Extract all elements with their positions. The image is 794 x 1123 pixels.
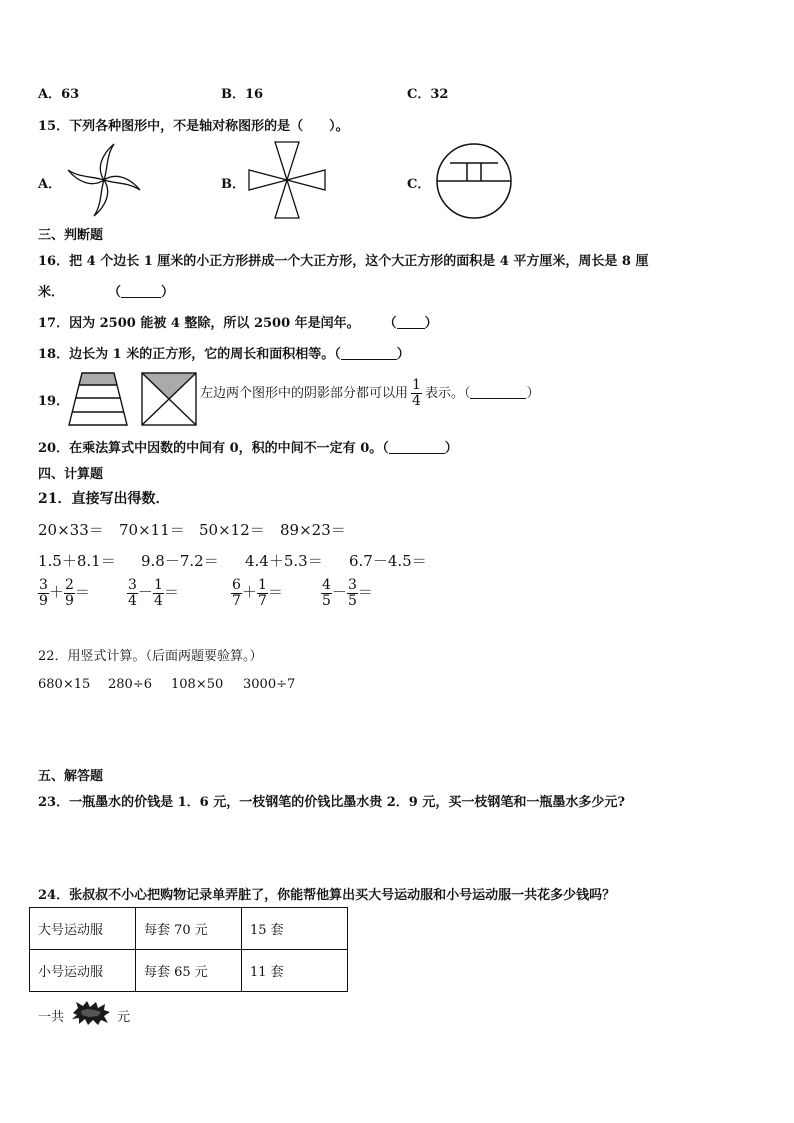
question-15-stem: 15．下列各种图形中，不是轴对称图形的是（ ）。 bbox=[38, 119, 349, 134]
answer-blank[interactable] bbox=[470, 386, 526, 399]
equals: ＝ bbox=[74, 583, 90, 601]
fraction-denominator: 4 bbox=[153, 593, 163, 609]
question-20-text: 20．在乘法算式中因数的中间有 0，积的中间不一定有 0。 bbox=[38, 441, 383, 456]
section-5-heading: 五、解答题 bbox=[38, 769, 104, 784]
option-a-label: A． bbox=[38, 177, 62, 192]
table-row bbox=[30, 908, 348, 950]
question-16-line1: 16．把 4 个边长 1 厘米的小正方形拼成一个大正方形，这个大正方形的面积是 4 平方厘米，周长是 8 厘 bbox=[38, 254, 649, 269]
paren-open: （ bbox=[383, 316, 397, 331]
question-22-stem: 22．用竖式计算。（后面两题要验算。） bbox=[38, 649, 263, 664]
paren-close: ） bbox=[396, 347, 410, 362]
answer-blank[interactable] bbox=[121, 285, 161, 298]
question-18-text: 18．边长为 1 米的正方形，它的周长和面积相等。 bbox=[38, 347, 335, 362]
vertical-calc-item: 280÷6 bbox=[108, 677, 152, 692]
fraction-denominator: 5 bbox=[347, 593, 357, 609]
fraction-denominator: 7 bbox=[257, 593, 267, 609]
fraction-denominator: 4 bbox=[128, 593, 137, 609]
calc-item: 89×23＝ bbox=[280, 521, 346, 539]
option-b-q14: B．16 bbox=[221, 87, 264, 102]
fraction-numerator: 1 bbox=[257, 577, 267, 593]
answer-blank[interactable] bbox=[397, 316, 425, 329]
option-a-q14: A．63 bbox=[38, 87, 80, 102]
fraction-calc-item bbox=[127, 578, 179, 609]
table-cell: 每套 65 元 bbox=[136, 950, 242, 992]
fraction-calc-item bbox=[321, 578, 373, 609]
table-cell: 每套 70 元 bbox=[136, 908, 242, 950]
fraction-denominator: 9 bbox=[64, 593, 74, 609]
operator: － bbox=[331, 583, 347, 601]
table-cell: 11 套 bbox=[242, 950, 348, 992]
equals: ＝ bbox=[163, 583, 179, 601]
table-row bbox=[30, 950, 348, 992]
fraction-calc-item bbox=[231, 578, 283, 609]
calc-item: 70×11＝ bbox=[119, 521, 185, 539]
question-19-text-post: 表示。 bbox=[424, 386, 464, 401]
section-4-heading: 四、计算题 bbox=[38, 467, 104, 482]
fraction-numerator: 1 bbox=[412, 377, 421, 393]
total-line bbox=[38, 1006, 64, 1025]
equals: ＝ bbox=[357, 583, 373, 601]
pinwheel-shape-figure bbox=[64, 140, 144, 220]
question-16-line2 bbox=[38, 281, 174, 300]
calc-item: 4.4＋5.3＝ bbox=[245, 552, 323, 570]
fraction-numerator: 3 bbox=[347, 577, 357, 593]
fraction-denominator: 9 bbox=[39, 593, 48, 609]
operator: － bbox=[137, 583, 153, 601]
ink-stain-icon bbox=[71, 1000, 111, 1026]
total-label: 一共 bbox=[38, 1010, 65, 1025]
calc-item: 20×33＝ bbox=[38, 521, 104, 539]
paren-open: （ bbox=[108, 285, 122, 300]
fraction-calc-item bbox=[38, 578, 90, 609]
table-cell: 15 套 bbox=[242, 908, 348, 950]
trapezoid-stack-figure bbox=[68, 372, 128, 426]
paren-open: （ bbox=[463, 386, 471, 401]
calc-item: 1.5＋8.1＝ bbox=[38, 552, 116, 570]
fraction-numerator: 3 bbox=[39, 577, 48, 593]
vertical-calc-item: 680×15 bbox=[38, 677, 91, 692]
total-unit: 元 bbox=[117, 1010, 131, 1025]
fraction-numerator: 6 bbox=[232, 577, 241, 593]
table-cell: 大号运动服 bbox=[30, 908, 136, 950]
answer-blank[interactable] bbox=[341, 347, 397, 360]
question-17 bbox=[38, 312, 438, 331]
equals: ＝ bbox=[267, 583, 283, 601]
question-19-text-pre: 左边两个图形中的阴影部分都可以用 bbox=[200, 386, 409, 401]
option-c-q14: C．32 bbox=[407, 87, 449, 102]
question-21-stem: 21．直接写出得数． bbox=[38, 491, 170, 507]
paren-open: （ bbox=[382, 441, 389, 456]
vertical-calc-item: 108×50 bbox=[171, 677, 224, 692]
question-24: 24．张叔叔不小心把购物记录单弄脏了，你能帮他算出买大号运动服和小号运动服一共花多少钱吗？ bbox=[38, 888, 616, 903]
paren-close: ） bbox=[526, 386, 540, 401]
answer-blank[interactable] bbox=[389, 441, 445, 454]
paren-open: （ bbox=[334, 347, 341, 362]
fraction-denominator: 5 bbox=[322, 593, 331, 609]
vertical-calc-item: 3000÷7 bbox=[243, 677, 296, 692]
paren-close: ） bbox=[424, 316, 438, 331]
fraction-denominator: 4 bbox=[412, 393, 421, 409]
question-18 bbox=[38, 343, 410, 362]
calc-item: 6.7－4.5＝ bbox=[349, 552, 427, 570]
fraction-numerator: 2 bbox=[64, 577, 74, 593]
question-16-text-end: 米． bbox=[38, 285, 65, 300]
fraction-numerator: 4 bbox=[322, 577, 331, 593]
question-20 bbox=[38, 437, 458, 456]
fraction-numerator: 1 bbox=[153, 577, 163, 593]
operator: ＋ bbox=[48, 583, 64, 601]
fraction-numerator: 3 bbox=[128, 577, 137, 593]
question-23: 23．一瓶墨水的价钱是 1．6 元，一枝钢笔的价钱比墨水贵 2．9 元，买一枝钢笔和一瓶墨水多少元? bbox=[38, 795, 625, 810]
operator: ＋ bbox=[241, 583, 257, 601]
circle-with-symbol-figure bbox=[434, 142, 514, 220]
paren-close: ） bbox=[444, 441, 458, 456]
bowtie-cross-figure bbox=[248, 141, 326, 219]
square-diagonals-figure bbox=[141, 372, 197, 426]
paren-close: ） bbox=[161, 285, 175, 300]
question-19-text bbox=[200, 378, 539, 409]
question-19-number: 19． bbox=[38, 394, 70, 409]
purchase-record-table bbox=[29, 907, 348, 992]
fraction-denominator: 7 bbox=[232, 593, 241, 609]
option-c-label: C． bbox=[407, 177, 431, 192]
calc-item: 50×12＝ bbox=[199, 521, 265, 539]
table-cell: 小号运动服 bbox=[30, 950, 136, 992]
option-b-label: B． bbox=[221, 177, 245, 192]
section-3-heading: 三、判断题 bbox=[38, 228, 104, 243]
calc-item: 9.8－7.2＝ bbox=[141, 552, 219, 570]
question-17-text: 17．因为 2500 能被 4 整除，所以 2500 年是闰年。 bbox=[38, 316, 360, 331]
